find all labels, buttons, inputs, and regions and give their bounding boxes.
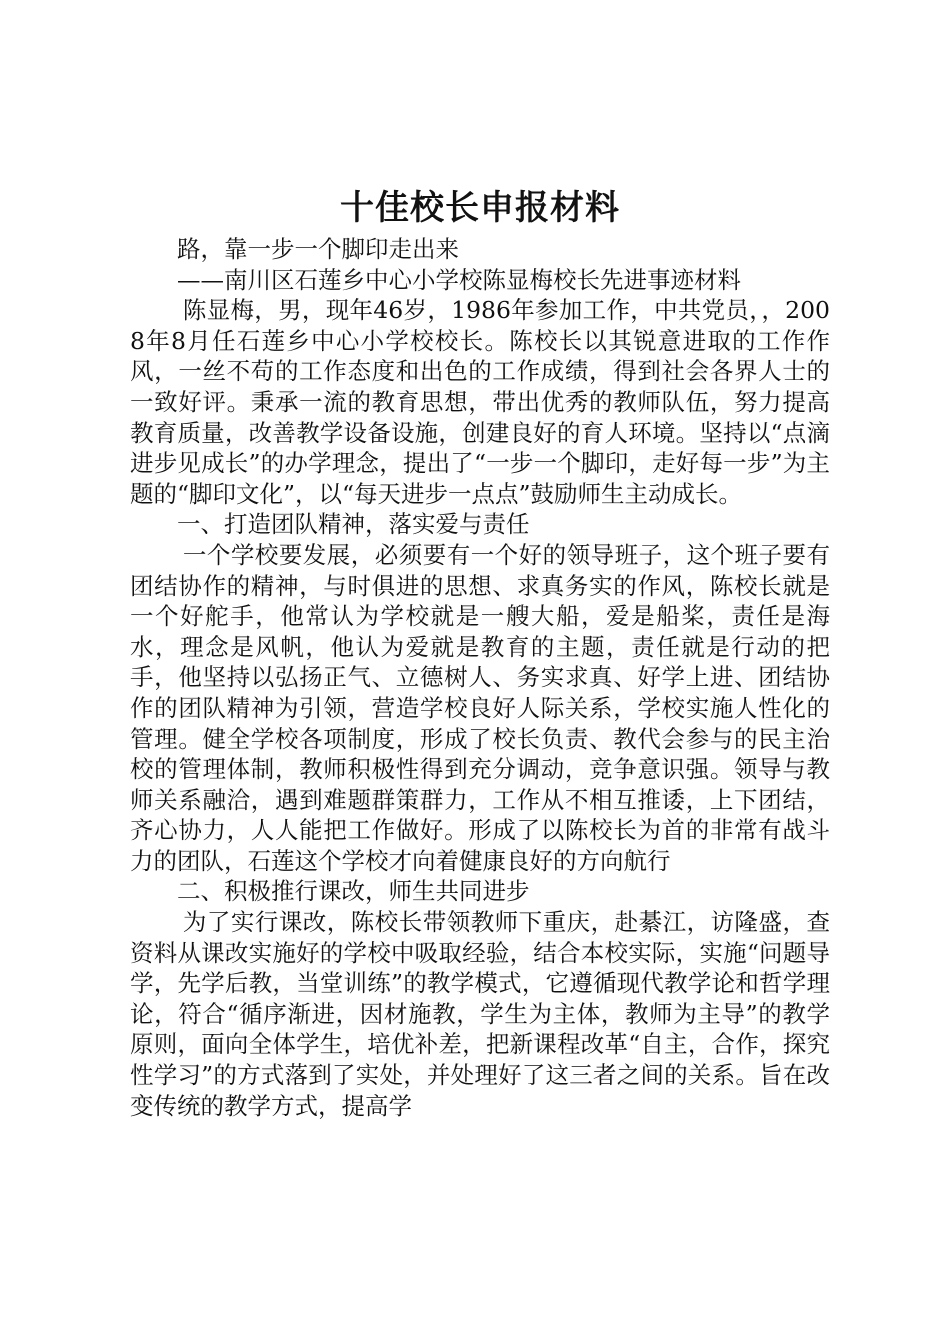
document-page xyxy=(130,186,830,1121)
section-2-paragraph: 为了实行课改，陈校长带领教师下重庆，赴綦江，访隆盛，查资料从课改实施好的学校中吸取经验，结合本校实际，实施“问题导学，先学后教，当堂训练”的教学模式，它遵循现代教学论和哲学理论，符合“循序渐进，因材施教，学生为主体，教师为主导”的教学原则，面向全体学生，培优补差，把新课程改革“自主，合作，探究性学习”的方式落到了实处，并处理好了这三者之间的关系。旨在改变传统的教学方式，提高学 xyxy=(130,908,830,1120)
subtitle-source-line: ——南川区石莲乡中心小学校陈显梅校长先进事迹材料 xyxy=(177,265,741,294)
subtitle-line: 路，靠一步一个脚印走出来 xyxy=(177,235,459,263)
intro-paragraph: 陈显梅，男，现年46岁，1986年参加工作，中共党员，，2008年8月任石莲乡中心小学校校长。陈校长以其锐意进取的工作作风，一丝不苟的工作态度和出色的工作成绩，得到社会各界人士的一致好评。秉承一流的教育思想，带出优秀的教师队伍，努力提高教育质量，改善教学设备设施，创建良好的育人环境。坚持以“点滴进步见成长”的办学理念，提出了“一步一个脚印，走好每一步”为主题的“脚印文化”，以“每天进步一点点”鼓励师生主动成长。 xyxy=(130,296,830,508)
section-heading-2: 二、积极推行课改，师生共同进步 xyxy=(177,877,530,906)
section-heading-1: 一、打造团队精神，落实爱与责任 xyxy=(177,510,530,539)
section-1-paragraph: 一个学校要发展，必须要有一个好的领导班子，这个班子要有团结协作的精神，与时俱进的思想、求真务实的作风，陈校长就是一个好舵手，他常认为学校就是一艘大船，爱是船桨，责任是海水，理念是风帆，他认为爱就是教育的主题，责任就是行动的把手，他坚持以弘扬正气、立德树人、务实求真、好学上进、团结协作的团队精神为引领，营造学校良好人际关系，学校实施人性化的管理。健全学校各项制度，形成了校长负责、教代会参与的民主治校的管理体制，教师积极性得到充分调动，竞争意识强。领导与教师关系融洽，遇到难题群策群力，工作从不相互推诿，上下团结，齐心协力，人人能把工作做好。形成了以陈校长为首的非常有战斗力的团队，石莲这个学校才向着健康良好的方向航行 xyxy=(130,540,830,875)
document-title: 十佳校长申报材料 xyxy=(340,188,620,228)
